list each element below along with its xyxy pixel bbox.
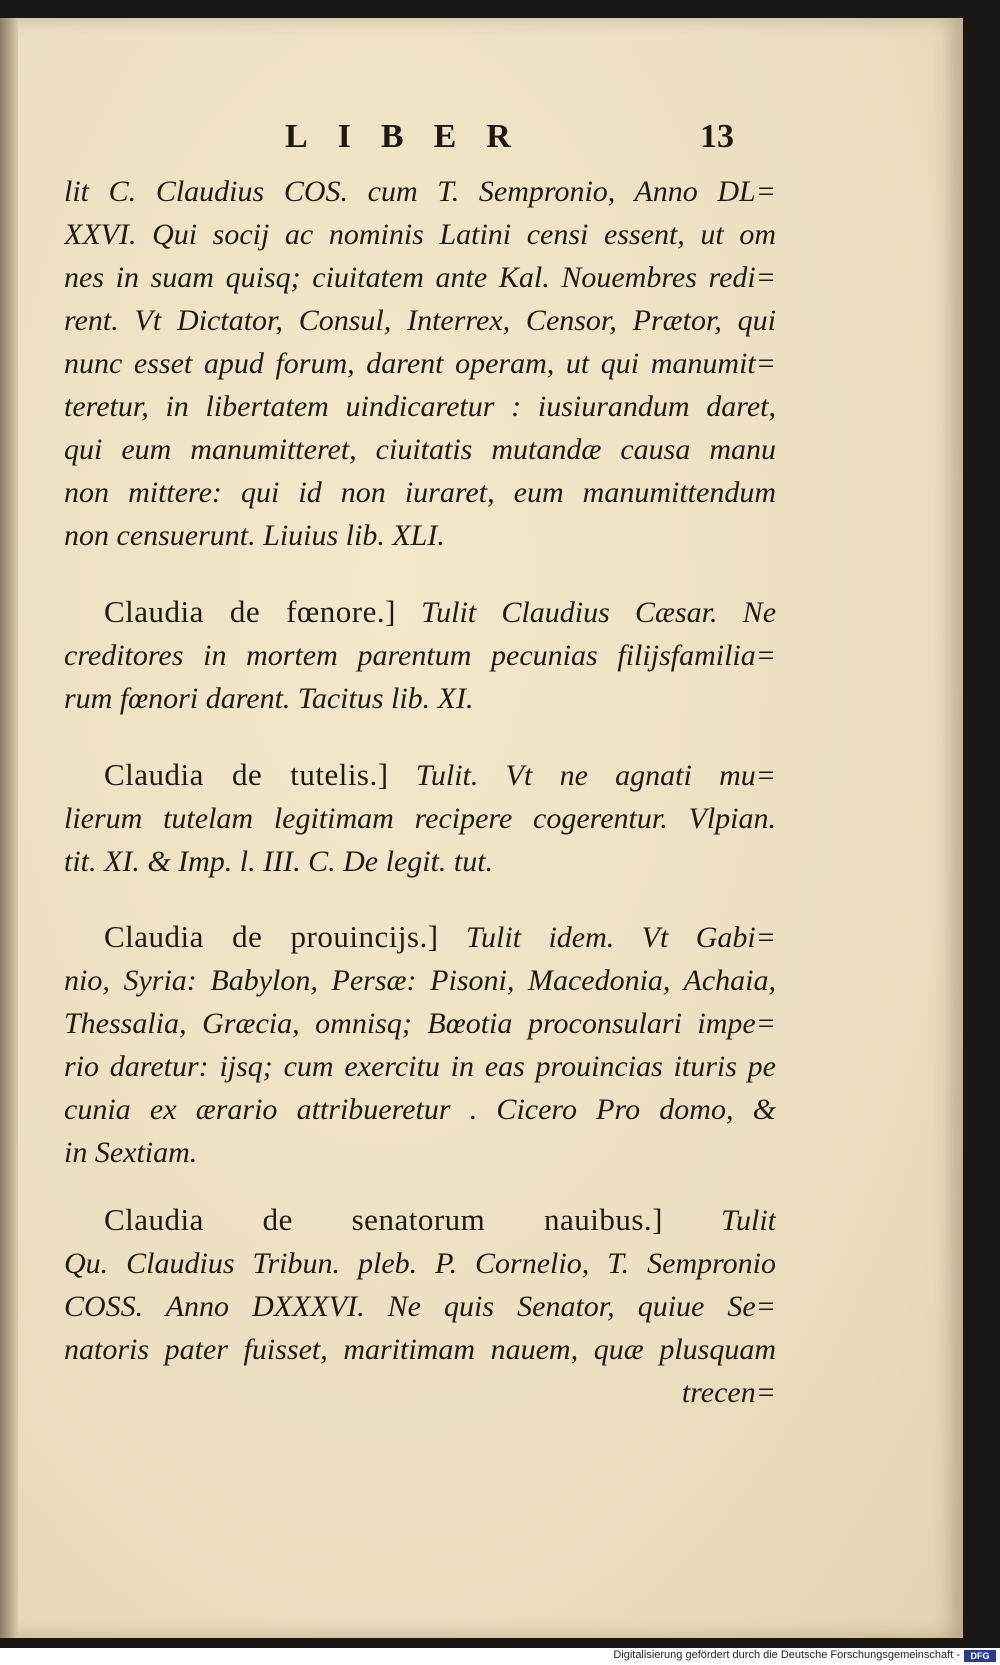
text-line: creditores in mortem parentum pecunias filijsfamilia= [64, 639, 776, 672]
page-number: 13 [700, 118, 734, 155]
text-line [64, 590, 776, 634]
lemma-text: Tulit Claudius Cæsar. Ne [421, 596, 776, 629]
paragraph-lex-claudia-continuation [64, 170, 776, 557]
lemma-heading: Claudia de fœnore.] [104, 594, 396, 629]
text-line: qui eum manumitteret, ciuitatis mutandæ causa manu [64, 433, 776, 466]
text-line: COSS. Anno DXXXVI. Ne quis Senator, quiue Se= [64, 1290, 776, 1323]
catchword: trecen= [681, 1376, 776, 1409]
text-line: rio daretur: ijsq; cum exercitu in eas prouincias ituris pe [64, 1050, 776, 1083]
text-line: nio, Syria: Babylon, Persæ: Pisoni, Macedonia, Achaia, [64, 964, 776, 997]
paragraph-claudia-de-prouincijs [64, 915, 776, 1174]
lemma-text: Tulit idem. Vt Gabi= [466, 921, 776, 954]
text-line: nunc esset apud forum, darent operam, ut qui manumit= [64, 347, 776, 380]
digitization-footer [0, 1648, 1000, 1665]
lemma-heading: Claudia de prouincijs.] [104, 919, 439, 954]
funding-credit: Digitalisierung gefördert durch die Deutsche Forschungsgemeinschaft - [613, 1649, 960, 1661]
page-spine-shadow [0, 18, 18, 1638]
text-line: cunia ex ærario attribueretur . Cicero Pro domo, & [64, 1093, 776, 1126]
text-line: nes in suam quisq; ciuitatem ante Kal. Nouembres redi= [64, 261, 776, 294]
text-line [64, 1198, 776, 1242]
text-line: tit. XI. & Imp. l. III. C. De legit. tut. [64, 845, 494, 878]
text-line: teretur, in libertatem uindicaretur : iusiurandum daret, [64, 390, 776, 423]
lemma-text: Tulit [720, 1204, 776, 1237]
text-line: non mittere: qui id non iuraret, eum manumittendum [64, 476, 776, 509]
dfg-logo-icon: DFG [964, 1650, 996, 1662]
lemma-heading: Claudia de tutelis.] [104, 757, 389, 792]
paragraph-claudia-de-tutelis [64, 753, 776, 883]
text-line: rent. Vt Dictator, Consul, Interrex, Censor, Prætor, qui [64, 304, 776, 337]
lemma-heading: Claudia de senatorum nauibus.] [104, 1202, 663, 1237]
text-line: in Sextiam. [64, 1136, 198, 1169]
text-line: lierum tutelam legitimam recipere cogerentur. Vlpian. [64, 802, 776, 835]
text-line: Thessalia, Græcia, omnisq; Bœotia proconsulari impe= [64, 1007, 776, 1040]
paragraph-claudia-de-foenore [64, 590, 776, 720]
running-head-title: LIBER [285, 118, 541, 155]
text-line [64, 753, 776, 797]
paragraph-claudia-de-senatorum-nauibus [64, 1198, 776, 1414]
text-line: Qu. Claudius Tribun. pleb. P. Cornelio, T. Sempronio [64, 1247, 776, 1280]
text-line: non censuerunt. Liuius lib. XLI. [64, 519, 445, 552]
lemma-text: Tulit. Vt ne agnati mu= [415, 759, 776, 792]
text-line: XXVI. Qui socij ac nominis Latini censi essent, ut om [64, 218, 776, 251]
text-line: rum fœnori darent. Tacitus lib. XI. [64, 682, 474, 715]
text-line [64, 915, 776, 959]
text-line: natoris pater fuisset, maritimam nauem, quæ plusquam [64, 1333, 776, 1366]
book-page [0, 18, 963, 1638]
text-line: lit C. Claudius COS. cum T. Sempronio, Anno DL= [64, 175, 776, 208]
